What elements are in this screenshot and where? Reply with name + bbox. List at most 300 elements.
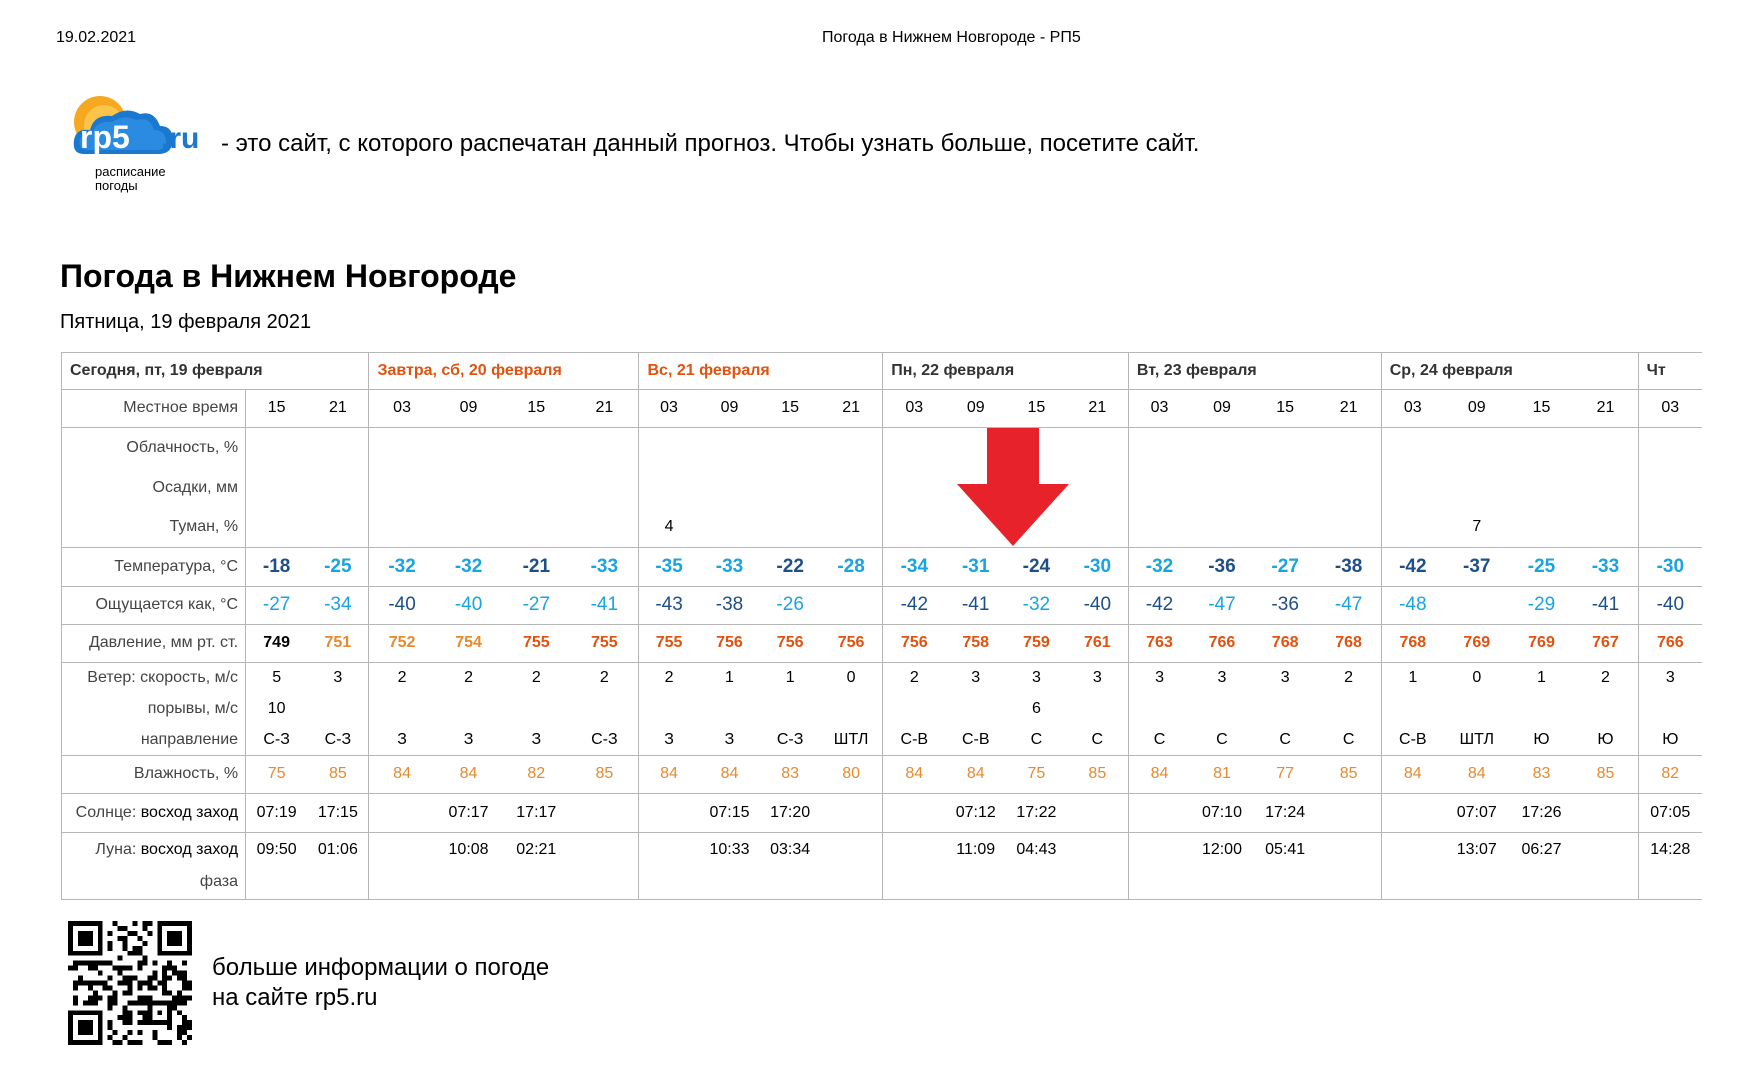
humidity-cell: 85: [570, 755, 639, 793]
wind-speed-cell: 3: [1031, 669, 1041, 686]
print-page-title: Погода в Нижнем Новгороде - РП5: [822, 29, 1081, 46]
feels-like-cell: [1444, 586, 1510, 624]
wind-gust-cell: [1381, 693, 1444, 724]
humidity-cell: 83: [760, 755, 820, 793]
pressure-label: Давление, мм рт. ст.: [62, 624, 246, 662]
temperature-label: Температура, °C: [62, 547, 246, 586]
pressure-cell: 754: [435, 624, 503, 662]
wind-gust-cell: [1638, 693, 1702, 724]
moon-phase-cell: [820, 866, 883, 900]
humidity-cell: 85: [1317, 755, 1382, 793]
temperature-cell: -24: [1006, 547, 1067, 586]
cloudiness-cell: [307, 427, 369, 468]
moon-cell: 10:33: [709, 840, 750, 858]
cloudiness-cell: [760, 427, 820, 468]
feels-like-cell: -40: [369, 586, 435, 624]
moon-phase-row: [62, 866, 1703, 900]
precip-cell: [699, 469, 761, 508]
local-time-cell: 21: [1573, 389, 1638, 427]
feels-like-cell: -38: [699, 586, 761, 624]
temperature-cell: -33: [570, 547, 639, 586]
wind-speed-cell: 2: [883, 662, 946, 693]
moon-cell: [883, 833, 946, 866]
cloudiness-cell: [502, 427, 570, 468]
local-time-cell: 09: [1444, 389, 1510, 427]
humidity-cell: 84: [883, 755, 946, 793]
sun-cell: 07:12: [945, 793, 1006, 832]
moon-cell: [570, 833, 639, 866]
feels-like-cell: -34: [307, 586, 369, 624]
page-subtitle: Пятница, 19 февраля 2021: [60, 311, 312, 333]
feels-like-cell: -41: [1573, 586, 1638, 624]
wind-speed-cell: 2: [531, 669, 541, 686]
wind-dir-cell: С: [1067, 724, 1129, 755]
temperature-cell: -33: [699, 547, 761, 586]
moon-cell: [369, 833, 435, 866]
wind-gust-cell: [1510, 693, 1574, 724]
humidity-cell: 84: [639, 755, 699, 793]
wind-dir-row: [62, 724, 1703, 755]
wind-gust-cell: [639, 693, 699, 724]
day-header-row: [62, 353, 1703, 390]
wind-speed-row: [62, 662, 1703, 693]
fog-cell: [502, 508, 570, 547]
logo-subtitle: расписание погоды: [95, 164, 166, 193]
fog-cell: [760, 508, 820, 547]
wind-gust-cell: [820, 693, 883, 724]
sun-cell: 07:15: [699, 793, 761, 832]
pressure-cell: 749: [246, 624, 308, 662]
day-header-corner: Сегодня, пт, 19 февраля: [62, 353, 369, 390]
fog-cell: [1573, 508, 1638, 547]
cloudiness-cell: [883, 427, 946, 468]
pressure-cell: 756: [820, 624, 883, 662]
local-time-cell: 21: [307, 389, 369, 427]
wind-gust-cell: [1067, 693, 1129, 724]
sun-cell: [820, 793, 883, 832]
temperature-cell: -32: [435, 547, 503, 586]
logo-brand: rp5: [80, 119, 130, 155]
wind-gust-cell: [945, 693, 1006, 724]
sun-cell: [883, 793, 946, 832]
cloudiness-row: [62, 427, 1703, 468]
cloudiness-cell: [699, 427, 761, 468]
wind-dir-cell: С: [1006, 724, 1067, 755]
wind-speed-cell: 5: [246, 662, 308, 693]
cloudiness-cell: [639, 427, 699, 468]
precip-cell: [760, 469, 820, 508]
wind-speed-cell: 3: [1280, 669, 1290, 686]
humidity-cell: 84: [369, 755, 435, 793]
precip-cell: [1638, 469, 1702, 508]
pressure-row: [62, 624, 1703, 662]
cloudiness-cell: [435, 427, 503, 468]
day-header: Вт, 23 февраля: [1128, 353, 1381, 390]
wind-speed-cell: 2: [464, 669, 474, 686]
sun-prefix: Солнце:: [75, 804, 137, 822]
wind-speed-cell: 1: [1537, 669, 1546, 686]
precip-cell: [1190, 469, 1254, 508]
precip-cell: [502, 469, 570, 508]
sun-cell: 17:15: [307, 793, 369, 832]
wind-speed-cell: 2: [639, 662, 699, 693]
local-time-cell: 21: [820, 389, 883, 427]
moon-phase-cell: [435, 866, 503, 900]
wind-speed-cell: 1: [785, 669, 795, 686]
fog-cell: [1510, 508, 1574, 547]
humidity-cell: 84: [1128, 755, 1190, 793]
feels-like-cell: -27: [502, 586, 570, 624]
wind-gust-cell: [369, 693, 435, 724]
sun-cell: [570, 793, 639, 832]
moon-phase-cell: [760, 866, 820, 900]
local-time-cell: 03: [1128, 389, 1190, 427]
local-time-row: [62, 389, 1703, 427]
moon-cell: [1317, 833, 1382, 866]
humidity-cell: 84: [1381, 755, 1444, 793]
feels-like-cell: -47: [1190, 586, 1254, 624]
feels-like-cell: -41: [945, 586, 1006, 624]
page-title: Погода в Нижнем Новгороде: [60, 258, 517, 294]
wind-dir-cell: Ю: [1510, 724, 1574, 755]
wind-dir-cell: С: [1317, 724, 1382, 755]
wind-gust-cell: [1254, 693, 1317, 724]
local-time-cell: 15: [502, 389, 570, 427]
fog-cell: [820, 508, 883, 547]
moon-prefix: Луна:: [95, 840, 137, 858]
sun-row: [62, 793, 1703, 832]
moon-cell: [1573, 833, 1638, 866]
wind-gust-row: [62, 693, 1703, 724]
humidity-cell: 83: [1510, 755, 1574, 793]
fog-cell: [570, 508, 639, 547]
local-time-cell: 03: [1381, 389, 1444, 427]
moon-phase-cell: [1573, 866, 1638, 900]
temperature-cell: -36: [1190, 547, 1254, 586]
red-arrow-down-icon: [957, 428, 1069, 546]
fog-label: Туман, %: [62, 508, 246, 547]
precip-row: [62, 469, 1703, 508]
humidity-row: [62, 755, 1703, 793]
sun-cell: [1067, 793, 1129, 832]
precip-cell: [1444, 469, 1510, 508]
temperature-cell: -18: [246, 547, 308, 586]
moon-phase-cell: [246, 866, 308, 900]
wind-gust-cell: [307, 693, 369, 724]
temperature-cell: -25: [1510, 547, 1574, 586]
precip-cell: [1317, 469, 1382, 508]
pressure-cell: 766: [1638, 624, 1702, 662]
sun-cell: 07:19: [246, 793, 308, 832]
local-time-label: Местное время: [62, 389, 246, 427]
wind-gust-cell: [1190, 693, 1254, 724]
pressure-cell: 763: [1128, 624, 1190, 662]
temperature-cell: -30: [1638, 547, 1702, 586]
pressure-cell: 751: [307, 624, 369, 662]
local-time-cell: 21: [1067, 389, 1129, 427]
wind-dir-cell: С-З: [246, 724, 308, 755]
local-time-cell: 21: [1317, 389, 1382, 427]
fog-cell: [1067, 508, 1129, 547]
wind-speed-cell: 2: [1601, 669, 1610, 686]
feels-like-cell: -41: [570, 586, 639, 624]
wind-gust-cell: [435, 693, 503, 724]
wind-gust-cell: [502, 693, 570, 724]
temperature-cell: -30: [1067, 547, 1129, 586]
moon-cell: 14:28: [1638, 833, 1702, 866]
feels-like-cell: -43: [639, 586, 699, 624]
wind-dir-cell: С: [1190, 724, 1254, 755]
moon-phase-cell: [369, 866, 435, 900]
moon-phase-cell: [639, 866, 699, 900]
feels-like-label: Ощущается как, °C: [62, 586, 246, 624]
moon-phase-cell: [1510, 866, 1574, 900]
moon-cell: 09:50: [246, 833, 308, 866]
local-time-cell: 15: [760, 389, 820, 427]
moon-phase-cell: [1006, 866, 1067, 900]
temperature-row: [62, 547, 1703, 586]
wind-dir-cell: С-З: [760, 724, 820, 755]
precip-cell: [1128, 469, 1190, 508]
feels-like-cell: -40: [1638, 586, 1702, 624]
pressure-cell: 761: [1067, 624, 1129, 662]
sun-cell: [369, 793, 435, 832]
wind-gust-cell: [570, 693, 639, 724]
cloudiness-cell: [1128, 427, 1190, 468]
footer-line-2: на сайте rp5.ru: [212, 984, 378, 1011]
pressure-cell: 766: [1190, 624, 1254, 662]
sun-cell: 17:22: [1006, 793, 1067, 832]
fog-cell: [1128, 508, 1190, 547]
precip-cell: [369, 469, 435, 508]
cloudiness-cell: [1638, 427, 1702, 468]
day-header: Ср, 24 февраля: [1381, 353, 1638, 390]
wind-dir-label: направление: [62, 724, 246, 755]
local-time-cell: 21: [570, 389, 639, 427]
sun-cell: 07:05: [1638, 793, 1702, 832]
moon-cell: [1067, 833, 1129, 866]
logo-tld: .ru: [161, 122, 200, 155]
wind-speed-cell: 3: [1128, 662, 1190, 693]
precip-cell: [639, 469, 699, 508]
moon-cell: 06:27: [1521, 840, 1562, 858]
humidity-cell: 77: [1254, 755, 1317, 793]
humidity-cell: 84: [1444, 755, 1510, 793]
temperature-cell: -25: [307, 547, 369, 586]
cloudiness-cell: [1381, 427, 1444, 468]
pressure-cell: 755: [570, 624, 639, 662]
sun-cell: 07:10: [1190, 793, 1254, 832]
cloudiness-cell: [246, 427, 308, 468]
moon-phase-label: фаза: [62, 866, 246, 900]
moon-phase-cell: [1128, 866, 1190, 900]
precip-cell: [820, 469, 883, 508]
fog-cell: [369, 508, 435, 547]
moon-phase-cell: [1638, 866, 1702, 900]
moon-cell: [1128, 833, 1190, 866]
pressure-cell: 756: [699, 624, 761, 662]
fog-cell: [1381, 508, 1444, 547]
sun-rest: восход заход: [140, 804, 239, 822]
sun-label: [62, 793, 246, 832]
feels-like-cell: -27: [246, 586, 308, 624]
moon-cell: 02:21: [516, 840, 557, 858]
fog-row: [62, 508, 1703, 547]
cloudiness-cell: [1573, 427, 1638, 468]
feels-like-cell: -42: [1128, 586, 1190, 624]
moon-phase-cell: [1444, 866, 1510, 900]
pressure-cell: 768: [1317, 624, 1382, 662]
local-time-cell: 15: [246, 389, 308, 427]
local-time-cell: 09: [945, 389, 1006, 427]
wind-dir-cell: С: [1128, 724, 1190, 755]
moon-phase-cell: [945, 866, 1006, 900]
cloudiness-cell: [1317, 427, 1382, 468]
temperature-cell: -42: [1381, 547, 1444, 586]
precip-cell: [1067, 469, 1129, 508]
moon-rest: восход заход: [140, 840, 239, 858]
humidity-cell: 85: [1573, 755, 1638, 793]
precip-cell: [570, 469, 639, 508]
humidity-cell: 82: [1638, 755, 1702, 793]
sun-cell: [1317, 793, 1382, 832]
precip-cell: [307, 469, 369, 508]
wind-speed-cell: 0: [1472, 669, 1482, 686]
sun-cell: 17:24: [1254, 793, 1317, 832]
wind-dir-cell: С-В: [1381, 724, 1444, 755]
moon-cell: 04:43: [1016, 840, 1057, 858]
moon-phase-cell: [1067, 866, 1129, 900]
moon-phase-cell: [1190, 866, 1254, 900]
cloudiness-cell: [369, 427, 435, 468]
pressure-cell: 767: [1573, 624, 1638, 662]
sun-cell: 17:17: [502, 793, 570, 832]
moon-phase-cell: [570, 866, 639, 900]
feels-like-cell: [820, 586, 883, 624]
local-time-cell: 03: [883, 389, 946, 427]
temperature-cell: -32: [369, 547, 435, 586]
sun-cell: [1128, 793, 1190, 832]
temperature-cell: -38: [1317, 547, 1382, 586]
wind-speed-cell: 2: [599, 669, 609, 686]
wind-gust-cell: [883, 693, 946, 724]
temperature-cell: -21: [502, 547, 570, 586]
local-time-cell: 03: [639, 389, 699, 427]
wind-dir-cell: З: [699, 724, 761, 755]
wind-dir-cell: С-В: [945, 724, 1006, 755]
wind-gust-cell: [760, 693, 820, 724]
pressure-cell: 755: [639, 624, 699, 662]
wind-gust-cell: [699, 693, 761, 724]
cloudiness-cell: [570, 427, 639, 468]
moon-cell: 11:09: [956, 840, 996, 858]
sun-cell: [1573, 793, 1638, 832]
feels-like-cell: -29: [1510, 586, 1574, 624]
wind-dir-cell: З: [369, 724, 435, 755]
precip-cell: [883, 469, 946, 508]
moon-cell: [820, 833, 883, 866]
moon-phase-cell: [502, 866, 570, 900]
humidity-cell: 85: [307, 755, 369, 793]
local-time-cell: 03: [369, 389, 435, 427]
feels-like-cell: -26: [760, 586, 820, 624]
cloudiness-cell: [1067, 427, 1129, 468]
moon-cell: 10:08: [448, 840, 489, 858]
moon-phase-cell: [1381, 866, 1444, 900]
moon-cell: 05:41: [1265, 840, 1306, 858]
wind-dir-cell: З: [502, 724, 570, 755]
wind-speed-cell: 1: [1381, 662, 1444, 693]
fog-cell: [883, 508, 946, 547]
pressure-cell: 756: [883, 624, 946, 662]
humidity-cell: 84: [945, 755, 1006, 793]
fog-cell: [246, 508, 308, 547]
humidity-cell: 82: [502, 755, 570, 793]
cloudiness-cell: [1510, 427, 1574, 468]
precip-cell: [1381, 469, 1444, 508]
local-time-cell: 15: [1254, 389, 1317, 427]
forecast-table: [61, 352, 1702, 900]
footer-line-1: больше информации о погоде: [212, 954, 550, 981]
moon-label: [62, 833, 246, 866]
pressure-cell: 769: [1444, 624, 1510, 662]
sun-cell: 07:07: [1444, 793, 1510, 832]
humidity-cell: 75: [1006, 755, 1067, 793]
wind-gust-cell: 6: [1031, 699, 1041, 717]
wind-gust-cell: 10: [246, 693, 308, 724]
local-time-cell: 09: [699, 389, 761, 427]
precip-cell: [246, 469, 308, 508]
cloudiness-cell: [1190, 427, 1254, 468]
wind-speed-cell: 3: [1217, 669, 1227, 686]
moon-cell: [639, 833, 699, 866]
temperature-cell: -22: [760, 547, 820, 586]
moon-row: [62, 833, 1703, 866]
feels-like-row: [62, 586, 1703, 624]
day-header: Пн, 22 февраля: [883, 353, 1129, 390]
precip-cell: [1254, 469, 1317, 508]
cloudiness-cell: [1444, 427, 1510, 468]
wind-dir-cell: С-З: [307, 724, 369, 755]
fog-cell: [699, 508, 761, 547]
pressure-cell: 755: [502, 624, 570, 662]
precip-cell: [1573, 469, 1638, 508]
temperature-cell: -33: [1573, 547, 1638, 586]
humidity-cell: 84: [699, 755, 761, 793]
wind-speed-cell: 2: [1344, 669, 1354, 686]
moon-phase-cell: [883, 866, 946, 900]
temperature-cell: -32: [1128, 547, 1190, 586]
feels-like-cell: -40: [435, 586, 503, 624]
local-time-cell: 03: [1638, 389, 1702, 427]
cloudiness-cell: [820, 427, 883, 468]
feels-like-cell: -32: [1006, 586, 1067, 624]
pressure-cell: 752: [369, 624, 435, 662]
wind-gust-cell: [1444, 693, 1510, 724]
sun-cell: [639, 793, 699, 832]
wind-speed-cell: 3: [333, 669, 343, 686]
qr-code[interactable]: [68, 921, 192, 1045]
intro-text: - это сайт, с которого распечатан данный прогноз. Чтобы узнать больше, посетите сайт.: [221, 130, 1200, 157]
wind-speed-label: Ветер: скорость, м/с: [87, 669, 239, 686]
moon-cell: 03:34: [770, 840, 811, 858]
local-time-cell: 15: [1510, 389, 1574, 427]
wind-dir-cell: С: [1254, 724, 1317, 755]
temperature-cell: -31: [945, 547, 1006, 586]
feels-like-cell: -36: [1254, 586, 1317, 624]
fog-cell: 4: [639, 508, 699, 547]
wind-gust-cell: [1128, 693, 1190, 724]
